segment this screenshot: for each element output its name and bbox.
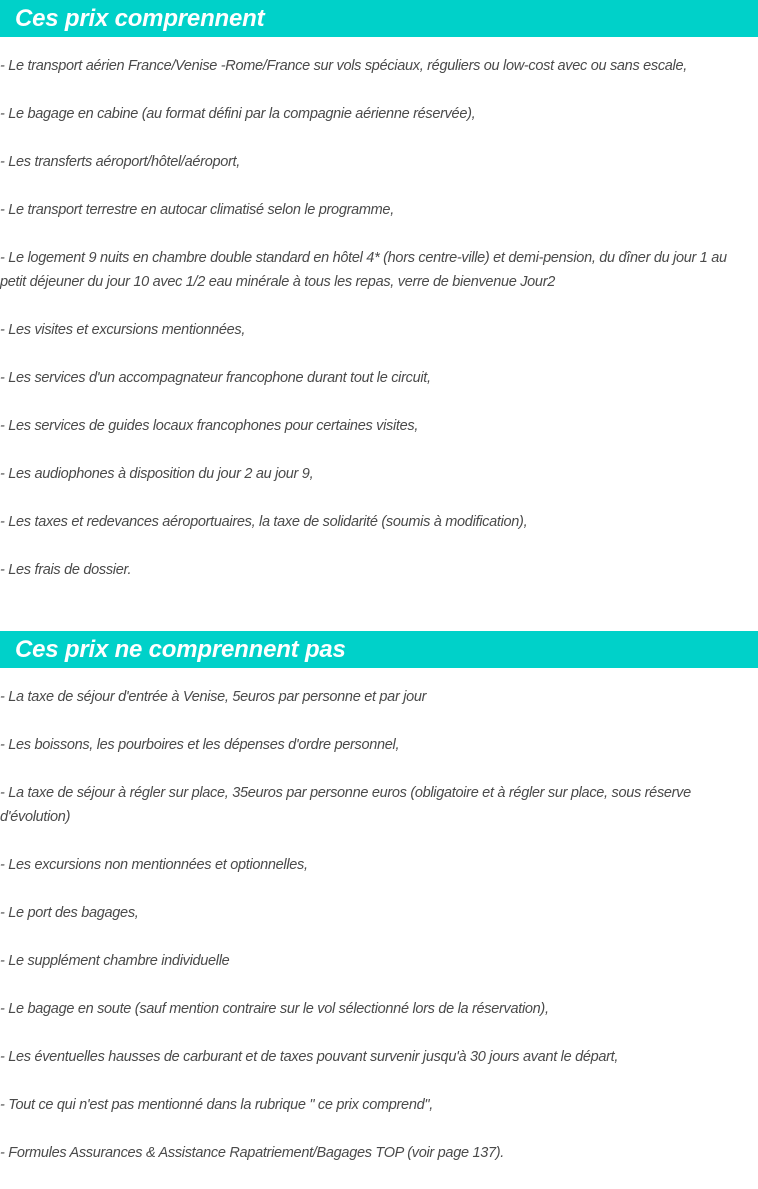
list-item: - Le port des bagages, [0, 905, 139, 921]
list-item: - La taxe de séjour à régler sur place, 35euros par personne euros (obligatoire et à régler sur place, sous réserve d'évolution) [0, 785, 691, 825]
list-item: - Les visites et excursions mentionnées, [0, 322, 246, 338]
list-item: - Les audiophones à disposition du jour 2 au jour 9, [0, 466, 314, 482]
excluded-title: Ces prix ne comprennent pas [15, 635, 346, 663]
list-item: - Les excursions non mentionnées et optionnelles, [0, 857, 308, 873]
list-item: - Les taxes et redevances aéroportuaires, la taxe de solidarité (soumis à modification), [0, 514, 528, 530]
list-item: - Les frais de dossier. [0, 562, 132, 578]
list-item: - Formules Assurances & Assistance Rapatriement/Bagages TOP (voir page 137). [0, 1145, 505, 1161]
list-item: - Le transport aérien France/Venise -Rome/France sur vols spéciaux, réguliers ou low-cost avec ou sans escale, [0, 58, 687, 74]
included-title: Ces prix comprennent [15, 4, 265, 32]
list-item: - Le logement 9 nuits en chambre double standard en hôtel 4* (hors centre-ville) et demi-pension, du dîner du jour 1 au petit déjeuner du jour 10 avec 1/2 eau minérale à tous les repas, verre de bienvenue Jour2 [0, 250, 727, 290]
list-item: - La taxe de séjour d'entrée à Venise, 5euros par personne et par jour [0, 689, 427, 705]
list-item: - Le supplément chambre individuelle [0, 953, 230, 969]
list-item: - Les services de guides locaux francophones pour certaines visites, [0, 418, 419, 434]
included-header [0, 0, 758, 37]
list-item: - Les boissons, les pourboires et les dépenses d'ordre personnel, [0, 737, 400, 753]
list-item: - Les services d'un accompagnateur francophone durant tout le circuit, [0, 370, 431, 386]
list-item: - Tout ce qui n'est pas mentionné dans la rubrique " ce prix comprend", [0, 1097, 433, 1113]
included-list [0, 37, 758, 582]
list-item: - Le bagage en soute (sauf mention contraire sur le vol sélectionné lors de la réservation), [0, 1001, 549, 1017]
excluded-list [0, 668, 758, 1165]
list-item: - Le bagage en cabine (au format défini par la compagnie aérienne réservée), [0, 106, 476, 122]
list-item: - Les transferts aéroport/hôtel/aéroport, [0, 154, 240, 170]
list-item: - Le transport terrestre en autocar climatisé selon le programme, [0, 202, 394, 218]
list-item: - Les éventuelles hausses de carburant et de taxes pouvant survenir jusqu'à 30 jours avant le départ, [0, 1049, 619, 1065]
excluded-section [0, 631, 758, 1189]
excluded-header [0, 631, 758, 668]
